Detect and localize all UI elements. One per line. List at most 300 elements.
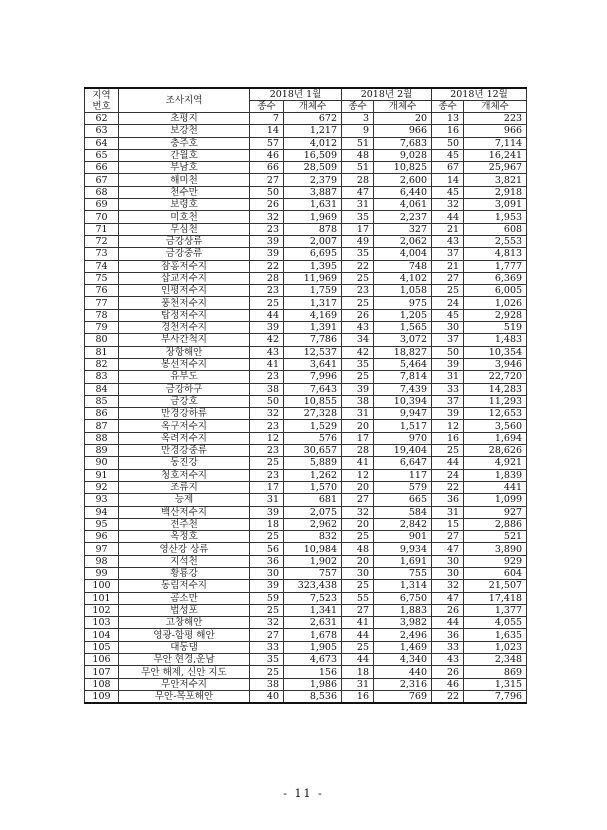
cell-survey-area: 영광-함평 해안 (119, 629, 250, 641)
cell-count-jan: 2,631 (284, 617, 342, 629)
cell-count-dec: 2,553 (464, 235, 527, 247)
cell-count-dec: 966 (464, 125, 527, 137)
header-survey-area: 조사지역 (119, 88, 250, 113)
cell-species-jan: 23 (250, 420, 284, 432)
cell-species-dec: 45 (432, 309, 464, 321)
cell-survey-area: 보령호 (119, 199, 250, 211)
cell-species-dec: 26 (432, 666, 464, 678)
cell-count-feb: 10,825 (374, 162, 432, 174)
cell-region-no: 62 (85, 113, 119, 125)
cell-species-jan: 27 (250, 174, 284, 186)
header-region-no (85, 88, 119, 113)
cell-species-dec: 30 (432, 567, 464, 579)
cell-region-no: 105 (85, 641, 119, 653)
cell-count-dec: 869 (464, 666, 527, 678)
cell-count-dec: 3,560 (464, 420, 527, 432)
cell-region-no: 84 (85, 383, 119, 395)
cell-region-no: 109 (85, 690, 119, 703)
table-row (85, 383, 527, 395)
cell-count-feb: 975 (374, 297, 432, 309)
cell-region-no: 92 (85, 481, 119, 493)
cell-species-dec: 21 (432, 260, 464, 272)
cell-species-dec: 24 (432, 469, 464, 481)
cell-species-dec: 12 (432, 420, 464, 432)
cell-count-jan: 12,537 (284, 346, 342, 358)
bird-survey-table (84, 87, 527, 704)
cell-species-dec: 67 (432, 162, 464, 174)
cell-species-dec: 47 (432, 592, 464, 604)
cell-species-dec: 33 (432, 641, 464, 653)
cell-count-dec: 1,099 (464, 494, 527, 506)
cell-species-jan: 30 (250, 567, 284, 579)
cell-survey-area: 봉선저수지 (119, 358, 250, 370)
cell-region-no: 96 (85, 531, 119, 543)
cell-species-jan: 41 (250, 358, 284, 370)
table-row (85, 322, 527, 334)
cell-species-jan: 38 (250, 678, 284, 690)
cell-region-no: 107 (85, 666, 119, 678)
cell-count-dec: 2,348 (464, 654, 527, 666)
cell-count-feb: 117 (374, 469, 432, 481)
cell-count-feb: 7,439 (374, 383, 432, 395)
cell-count-jan: 16,509 (284, 149, 342, 161)
cell-count-feb: 2,842 (374, 518, 432, 530)
cell-count-feb: 6,647 (374, 457, 432, 469)
cell-count-jan: 1,262 (284, 469, 342, 481)
cell-survey-area: 장항해안 (119, 346, 250, 358)
table-row (85, 629, 527, 641)
cell-region-no: 69 (85, 199, 119, 211)
cell-region-no: 65 (85, 149, 119, 161)
cell-species-dec: 32 (432, 199, 464, 211)
cell-count-feb: 2,600 (374, 174, 432, 186)
cell-survey-area: 금강상류 (119, 235, 250, 247)
header-species-jan: 종수 (250, 101, 284, 113)
cell-region-no: 74 (85, 260, 119, 272)
cell-species-jan: 23 (250, 285, 284, 297)
cell-region-no: 106 (85, 654, 119, 666)
cell-species-feb: 25 (342, 580, 374, 592)
cell-survey-area: 금강하구 (119, 383, 250, 395)
header-count-jan: 개체수 (284, 101, 342, 113)
cell-species-dec: 45 (432, 149, 464, 161)
cell-count-jan: 1,902 (284, 555, 342, 567)
cell-species-jan: 14 (250, 125, 284, 137)
cell-species-dec: 46 (432, 678, 464, 690)
cell-species-jan: 26 (250, 199, 284, 211)
cell-count-feb: 2,062 (374, 235, 432, 247)
cell-count-jan: 576 (284, 432, 342, 444)
cell-count-jan: 10,855 (284, 395, 342, 407)
cell-region-no: 76 (85, 285, 119, 297)
cell-count-feb: 19,404 (374, 445, 432, 457)
cell-species-jan: 12 (250, 432, 284, 444)
table-row (85, 690, 527, 703)
cell-species-feb: 25 (342, 371, 374, 383)
cell-count-jan: 7,996 (284, 371, 342, 383)
cell-count-jan: 832 (284, 531, 342, 543)
header-period-jan: 2018년 1월 (250, 88, 342, 101)
cell-survey-area: 풍천저수지 (119, 297, 250, 309)
cell-count-jan: 30,657 (284, 445, 342, 457)
cell-count-dec: 521 (464, 531, 527, 543)
cell-region-no: 94 (85, 506, 119, 518)
cell-survey-area: 해미천 (119, 174, 250, 186)
cell-species-dec: 37 (432, 334, 464, 346)
cell-count-dec: 1,023 (464, 641, 527, 653)
cell-count-jan: 28,509 (284, 162, 342, 174)
cell-species-jan: 22 (250, 260, 284, 272)
cell-count-feb: 4,061 (374, 199, 432, 211)
cell-species-jan: 31 (250, 494, 284, 506)
cell-survey-area: 옥구저수지 (119, 420, 250, 432)
cell-region-no: 67 (85, 174, 119, 186)
cell-count-feb: 18,827 (374, 346, 432, 358)
cell-species-jan: 39 (250, 506, 284, 518)
cell-count-feb: 1,058 (374, 285, 432, 297)
cell-species-jan: 43 (250, 346, 284, 358)
table-row (85, 358, 527, 370)
cell-species-jan: 25 (250, 457, 284, 469)
cell-species-feb: 47 (342, 186, 374, 198)
cell-survey-area: 천수만 (119, 186, 250, 198)
cell-count-dec: 2,918 (464, 186, 527, 198)
cell-species-feb: 12 (342, 469, 374, 481)
cell-species-feb: 35 (342, 248, 374, 260)
cell-count-dec: 604 (464, 567, 527, 579)
cell-region-no: 85 (85, 395, 119, 407)
cell-species-jan: 25 (250, 604, 284, 616)
cell-survey-area: 보강천 (119, 125, 250, 137)
cell-species-dec: 31 (432, 371, 464, 383)
cell-count-dec: 22,720 (464, 371, 527, 383)
cell-species-jan: 7 (250, 113, 284, 125)
cell-count-jan: 7,643 (284, 383, 342, 395)
cell-species-feb: 34 (342, 334, 374, 346)
cell-count-feb: 748 (374, 260, 432, 272)
cell-count-dec: 7,114 (464, 137, 527, 149)
cell-count-dec: 2,928 (464, 309, 527, 321)
cell-species-dec: 32 (432, 580, 464, 592)
cell-species-dec: 44 (432, 457, 464, 469)
cell-count-dec: 28,626 (464, 445, 527, 457)
cell-count-jan: 4,169 (284, 309, 342, 321)
cell-count-dec: 441 (464, 481, 527, 493)
cell-count-dec: 14,283 (464, 383, 527, 395)
cell-count-dec: 1,315 (464, 678, 527, 690)
cell-count-jan: 1,395 (284, 260, 342, 272)
cell-species-dec: 27 (432, 531, 464, 543)
cell-species-feb: 43 (342, 322, 374, 334)
cell-species-jan: 36 (250, 555, 284, 567)
cell-count-dec: 12,653 (464, 408, 527, 420)
header-count-dec: 개체수 (464, 101, 527, 113)
cell-count-dec: 16,241 (464, 149, 527, 161)
cell-region-no: 68 (85, 186, 119, 198)
cell-species-feb: 16 (342, 690, 374, 703)
cell-count-dec: 3,091 (464, 199, 527, 211)
cell-count-feb: 10,394 (374, 395, 432, 407)
cell-region-no: 73 (85, 248, 119, 260)
cell-survey-area: 경천저수지 (119, 322, 250, 334)
table-row (85, 678, 527, 690)
table-row (85, 457, 527, 469)
cell-count-dec: 1,026 (464, 297, 527, 309)
cell-count-jan: 1,678 (284, 629, 342, 641)
cell-species-jan: 23 (250, 223, 284, 235)
table-row (85, 125, 527, 137)
cell-count-feb: 6,440 (374, 186, 432, 198)
cell-species-jan: 32 (250, 408, 284, 420)
cell-count-dec: 1,777 (464, 260, 527, 272)
table-row (85, 469, 527, 481)
cell-species-feb: 49 (342, 235, 374, 247)
cell-species-jan: 40 (250, 690, 284, 703)
cell-species-dec: 25 (432, 285, 464, 297)
cell-count-dec: 21,507 (464, 580, 527, 592)
cell-species-feb: 20 (342, 518, 374, 530)
cell-survey-area: 잠홍저수지 (119, 260, 250, 272)
cell-count-dec: 11,293 (464, 395, 527, 407)
cell-count-jan: 878 (284, 223, 342, 235)
cell-species-dec: 33 (432, 383, 464, 395)
table-row (85, 567, 527, 579)
table-row (85, 235, 527, 247)
cell-count-feb: 970 (374, 432, 432, 444)
table-row (85, 445, 527, 457)
cell-species-jan: 57 (250, 137, 284, 149)
cell-survey-area: 인평저수지 (119, 285, 250, 297)
table-row (85, 346, 527, 358)
cell-count-feb: 1,205 (374, 309, 432, 321)
cell-count-feb: 2,316 (374, 678, 432, 690)
cell-region-no: 91 (85, 469, 119, 481)
cell-count-jan: 681 (284, 494, 342, 506)
cell-species-feb: 25 (342, 297, 374, 309)
cell-survey-area: 황룡강 (119, 567, 250, 579)
table-row (85, 297, 527, 309)
cell-count-jan: 2,962 (284, 518, 342, 530)
table-row (85, 531, 527, 543)
table-row (85, 654, 527, 666)
cell-count-dec: 608 (464, 223, 527, 235)
table-row (85, 604, 527, 616)
cell-species-feb: 20 (342, 481, 374, 493)
table-row (85, 137, 527, 149)
cell-species-feb: 25 (342, 531, 374, 543)
cell-count-jan: 672 (284, 113, 342, 125)
cell-region-no: 66 (85, 162, 119, 174)
cell-count-jan: 5,889 (284, 457, 342, 469)
cell-species-dec: 27 (432, 272, 464, 284)
table-row (85, 223, 527, 235)
cell-species-dec: 24 (432, 297, 464, 309)
cell-survey-area: 청호저수지 (119, 469, 250, 481)
cell-survey-area: 만경강하류 (119, 408, 250, 420)
table-row (85, 334, 527, 346)
cell-count-jan: 8,536 (284, 690, 342, 703)
cell-species-jan: 46 (250, 149, 284, 161)
cell-region-no: 103 (85, 617, 119, 629)
table-row (85, 518, 527, 530)
cell-count-dec: 10,354 (464, 346, 527, 358)
cell-survey-area: 무안 해제, 신안 지도 (119, 666, 250, 678)
cell-region-no: 104 (85, 629, 119, 641)
cell-region-no: 83 (85, 371, 119, 383)
header-region-no-line2: 번호 (92, 100, 111, 112)
cell-survey-area: 동진강 (119, 457, 250, 469)
cell-survey-area: 만경강중류 (119, 445, 250, 457)
cell-species-feb: 32 (342, 506, 374, 518)
cell-count-feb: 1,469 (374, 641, 432, 653)
cell-count-jan: 156 (284, 666, 342, 678)
table-row (85, 506, 527, 518)
cell-species-jan: 23 (250, 371, 284, 383)
cell-species-feb: 22 (342, 260, 374, 272)
table-row (85, 162, 527, 174)
cell-survey-area: 탑정저수지 (119, 309, 250, 321)
cell-count-dec: 927 (464, 506, 527, 518)
cell-species-jan: 39 (250, 235, 284, 247)
cell-species-dec: 37 (432, 248, 464, 260)
cell-species-feb: 9 (342, 125, 374, 137)
cell-count-jan: 1,529 (284, 420, 342, 432)
cell-species-dec: 15 (432, 518, 464, 530)
cell-count-dec: 2,886 (464, 518, 527, 530)
cell-region-no: 95 (85, 518, 119, 530)
cell-species-feb: 20 (342, 420, 374, 432)
cell-species-dec: 45 (432, 186, 464, 198)
cell-count-feb: 2,237 (374, 211, 432, 223)
cell-region-no: 70 (85, 211, 119, 223)
cell-count-feb: 6,750 (374, 592, 432, 604)
header-count-feb: 개체수 (374, 101, 432, 113)
cell-species-dec: 44 (432, 617, 464, 629)
cell-species-jan: 23 (250, 469, 284, 481)
cell-species-dec: 21 (432, 223, 464, 235)
cell-species-dec: 50 (432, 346, 464, 358)
cell-survey-area: 부남호 (119, 162, 250, 174)
cell-species-dec: 22 (432, 690, 464, 703)
cell-count-jan: 3,887 (284, 186, 342, 198)
cell-species-feb: 31 (342, 678, 374, 690)
cell-count-jan: 1,631 (284, 199, 342, 211)
table-row (85, 432, 527, 444)
cell-species-dec: 31 (432, 506, 464, 518)
cell-species-dec: 36 (432, 494, 464, 506)
cell-species-feb: 41 (342, 617, 374, 629)
cell-survey-area: 능제 (119, 494, 250, 506)
cell-species-jan: 25 (250, 666, 284, 678)
cell-count-jan: 7,786 (284, 334, 342, 346)
cell-species-dec: 43 (432, 654, 464, 666)
cell-count-dec: 6,005 (464, 285, 527, 297)
cell-region-no: 88 (85, 432, 119, 444)
cell-count-jan: 323,438 (284, 580, 342, 592)
cell-count-dec: 929 (464, 555, 527, 567)
cell-species-feb: 23 (342, 285, 374, 297)
table-row (85, 494, 527, 506)
cell-count-jan: 11,969 (284, 272, 342, 284)
cell-count-jan: 3,641 (284, 358, 342, 370)
cell-count-feb: 7,683 (374, 137, 432, 149)
table-row (85, 580, 527, 592)
cell-region-no: 90 (85, 457, 119, 469)
table-row (85, 174, 527, 186)
cell-count-dec: 519 (464, 322, 527, 334)
cell-region-no: 89 (85, 445, 119, 457)
cell-count-feb: 440 (374, 666, 432, 678)
table-row (85, 666, 527, 678)
cell-species-dec: 37 (432, 395, 464, 407)
cell-survey-area: 부사간척지 (119, 334, 250, 346)
cell-count-dec: 3,946 (464, 358, 527, 370)
cell-region-no: 100 (85, 580, 119, 592)
cell-region-no: 63 (85, 125, 119, 137)
cell-survey-area: 동림저수지 (119, 580, 250, 592)
cell-species-feb: 48 (342, 149, 374, 161)
cell-count-jan: 1,759 (284, 285, 342, 297)
cell-species-jan: 59 (250, 592, 284, 604)
cell-count-feb: 9,934 (374, 543, 432, 555)
cell-species-feb: 26 (342, 309, 374, 321)
cell-species-dec: 26 (432, 604, 464, 616)
table-row (85, 199, 527, 211)
cell-species-dec: 22 (432, 481, 464, 493)
cell-survey-area: 유부도 (119, 371, 250, 383)
cell-count-jan: 1,986 (284, 678, 342, 690)
cell-count-dec: 1,483 (464, 334, 527, 346)
cell-species-feb: 39 (342, 383, 374, 395)
cell-species-dec: 50 (432, 137, 464, 149)
cell-count-feb: 1,883 (374, 604, 432, 616)
cell-count-feb: 5,464 (374, 358, 432, 370)
table-row (85, 186, 527, 198)
cell-count-feb: 9,028 (374, 149, 432, 161)
cell-species-feb: 3 (342, 113, 374, 125)
cell-species-dec: 16 (432, 432, 464, 444)
cell-count-feb: 769 (374, 690, 432, 703)
cell-count-dec: 25,967 (464, 162, 527, 174)
cell-region-no: 101 (85, 592, 119, 604)
cell-count-feb: 755 (374, 567, 432, 579)
cell-count-feb: 4,102 (374, 272, 432, 284)
cell-species-feb: 20 (342, 555, 374, 567)
cell-count-feb: 9,947 (374, 408, 432, 420)
cell-region-no: 98 (85, 555, 119, 567)
cell-species-feb: 44 (342, 654, 374, 666)
cell-count-jan: 27,328 (284, 408, 342, 420)
cell-count-dec: 1,694 (464, 432, 527, 444)
cell-count-dec: 1,953 (464, 211, 527, 223)
cell-count-jan: 7,523 (284, 592, 342, 604)
cell-count-jan: 1,570 (284, 481, 342, 493)
cell-species-dec: 30 (432, 322, 464, 334)
cell-species-dec: 25 (432, 445, 464, 457)
cell-region-no: 87 (85, 420, 119, 432)
cell-species-jan: 39 (250, 580, 284, 592)
cell-species-feb: 17 (342, 223, 374, 235)
cell-species-feb: 18 (342, 666, 374, 678)
table-row (85, 543, 527, 555)
cell-count-jan: 1,317 (284, 297, 342, 309)
cell-count-jan: 1,341 (284, 604, 342, 616)
cell-species-jan: 50 (250, 186, 284, 198)
table-row (85, 285, 527, 297)
cell-count-feb: 7,814 (374, 371, 432, 383)
cell-species-jan: 23 (250, 445, 284, 457)
cell-species-feb: 42 (342, 346, 374, 358)
